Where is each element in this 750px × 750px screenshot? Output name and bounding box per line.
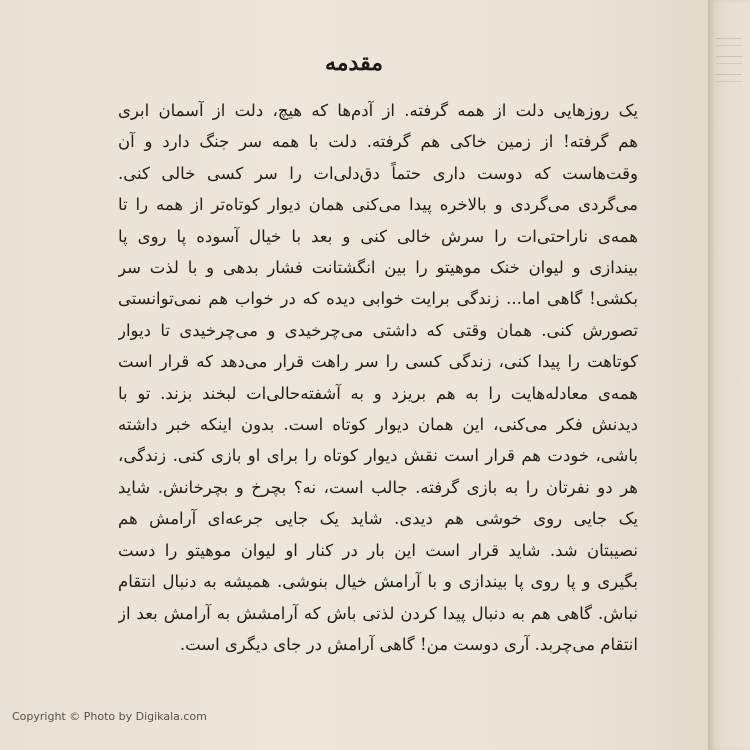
text-line-6: بیندازی و لیوان خنک موهیتو را بین انگشتانت فشار بدهی و با لذت سر: [118, 258, 638, 278]
text-line-4: می‌گردی می‌گردی و بالاخره پیدا می‌کنی همان دیوار کوتاه‌تر از همه را تا: [118, 195, 638, 215]
text-line-14: یک جایی روی خوشی هم دیدی. شاید یک جایی جرعه‌ای آرامش هم: [118, 509, 638, 529]
body-text: [118, 95, 638, 660]
page-title: مقدمه: [324, 50, 384, 76]
text-line-2: هم گرفته! از زمین خاکی هم گرفته. دلت با همه سر جنگ دارد و آن: [118, 132, 638, 152]
edge-mark: [716, 38, 742, 46]
text-line-5: همه‌ی ناراحتی‌ات را سرش خالی کنی و بعد با خیال آسوده پا روی پا: [118, 226, 638, 246]
edge-mark: [716, 56, 742, 64]
text-line-7: بکشی! گاهی اما... زندگی برایت خوابی دیده که در خواب هم نمی‌توانستی: [118, 289, 638, 309]
text-line-3: وقت‌هاست که دوست داری حتماً دق‌دلی‌ات را سر کسی خالی کنی.: [118, 163, 638, 183]
copyright-watermark: Copyright © Photo by Digikala.com: [12, 710, 207, 723]
text-line-11: دیدنش فکر می‌کنی، این همان دیوار کوتاه است. بدون اینکه خبر داشته: [118, 415, 638, 435]
text-line-17: نباش. گاهی هم به دنبال پیدا کردن لذتی باش که آرامشش به آرامش بعد از: [118, 603, 638, 623]
text-line-15: نصیبتان شد. شاید قرار است این بار در کنار او لیوان موهیتو را دست: [118, 540, 638, 560]
text-line-16: بگیری و پا روی پا بیندازی و با آرامش خیال بنوشی. همیشه به دنبال انتقام: [118, 572, 638, 592]
edge-mark: [716, 74, 742, 82]
text-line-13: هر دو نفرتان را به بازی گرفته. جالب است، نه؟ بچرخ و بچرخانش. شاید: [118, 477, 638, 497]
text-line-10: همه‌ی معادله‌هایت را به هم بریزد و به آشفته‌حالی‌ات لبخند بزند. تو با: [118, 383, 638, 403]
text-line-18: انتقام می‌چربد. آری دوست من! گاهی آرامش در جای دیگری است.: [179, 634, 638, 654]
text-line-1: یک روزهایی دلت از همه گرفته. از آدم‌ها که هیچ، دلت از آسمان ابری: [118, 101, 638, 120]
text-line-9: کوتاهت را پیدا کنی، زندگی کسی را سر راهت قرار می‌دهد که قرار است: [118, 352, 638, 372]
text-line-8: تصورش کنی. همان وقتی که داشتی می‌چرخیدی و می‌چرخیدی تا دیوار: [118, 320, 638, 340]
text-line-12: باشی، خودت هم قرار است نقش دیوار کوتاه را برای او بازی کنی. زندگی،: [118, 446, 638, 466]
adjacent-page-edge: [708, 0, 750, 750]
